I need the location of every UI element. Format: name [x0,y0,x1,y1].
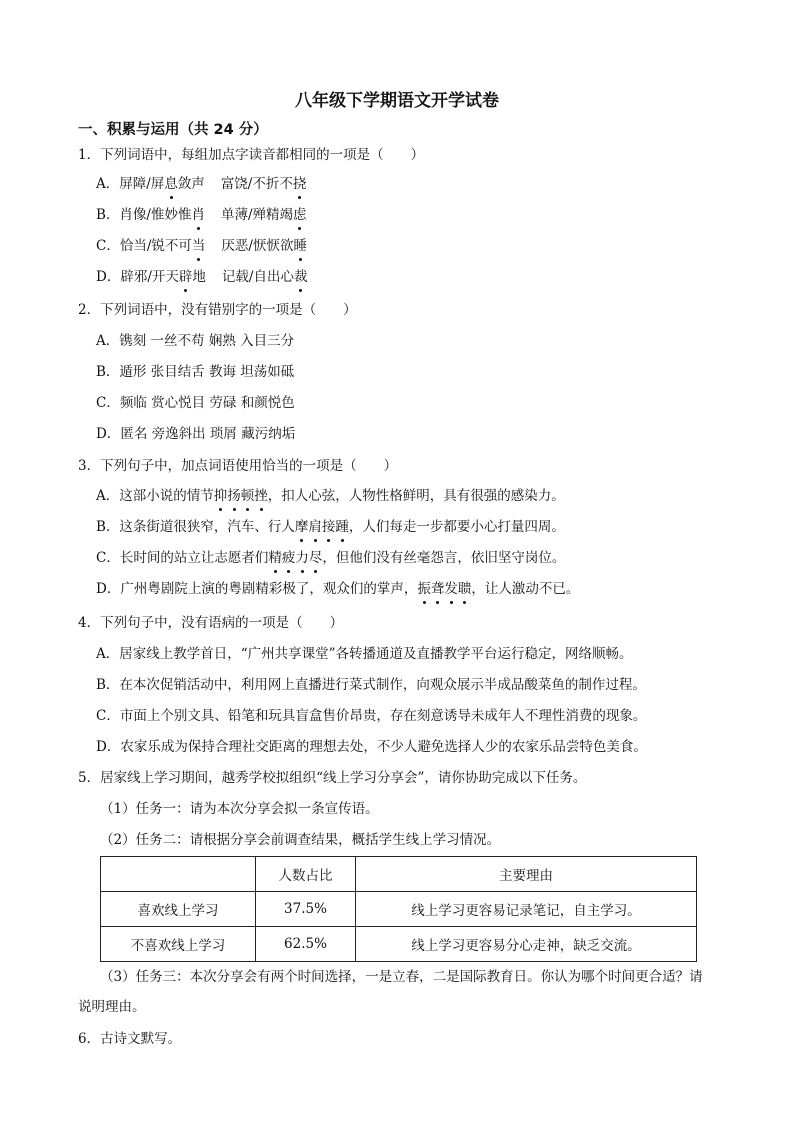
section-heading: 一、积累与运用（共 24 分） [78,122,268,138]
emphasis-char: 挫 [254,488,268,504]
emphasis-char: 顿 [240,488,255,504]
emphasis-char: 息 [164,176,178,192]
table-header-row [101,857,697,892]
table-header-cell [101,857,256,892]
emphasis-char: 肩 [308,519,322,535]
table-cell: 不喜欢线上学习 [101,927,256,962]
emphasis-char: 扬 [227,488,241,504]
table-cell: 62.5% [256,927,356,962]
question-2-stem: 2．下列词语中，没有错别字的一项是（ ） [78,302,357,318]
question-6-stem: 6．古诗文默写。 [78,1031,182,1047]
page-title: 八年级下学期语文开学试卷 [295,91,499,111]
emphasis-char: 辟 [178,269,193,285]
emphasis-char: 踵 [335,519,349,535]
emphasis-char: 聩 [457,581,472,597]
question-1-stem: 1．下列词语中，每组加点字读音都相同的一项是（ ） [78,147,425,163]
emphasis-char: 精 [268,550,282,566]
emphasis-char: 摩 [294,519,309,535]
question-1-option-c: C．恰当/锐不可当 厌恶/恹恹欲睡 [96,238,307,254]
emphasis-char: 振 [417,581,431,597]
question-4-option-b: B．在本次促销活动中，利用网上直播进行菜式制作，向观众展示半成品酸菜鱼的制作过程。 [96,677,646,693]
table-header-cell: 主要理由 [356,857,697,892]
question-3-option-c: C．长时间的站立让志愿者们精疲力尽，但他们没有丝毫怨言，依旧坚守岗位。 [96,550,566,566]
question-1-option-a: A．屏障/屏息敛声 富饶/不折不挠 [96,176,307,192]
question-2-option-a: A．镌刻 一丝不苟 娴熟 入目三分 [96,333,295,349]
emphasis-char: 肖 [191,207,205,223]
emphasis-word [295,519,349,535]
question-5-task-3: （3）任务三：本次分享会有两个时间选择，一是立春，二是国际教育日。你认为哪个时间更合适？请 [100,969,703,985]
question-3-option-b: B．这条街道很狭窄，汽车、行人摩肩接踵，人们每走一步都要小心打量四周。 [96,519,565,535]
question-5-stem: 5．居家线上学习期间，越秀学校拟组织“线上学习分享会”，请你协助完成以下任务。 [78,770,587,786]
question-2-option-b: B．遁形 张目结舌 教诲 坦荡如砥 [96,364,295,380]
question-1-option-d: D．辟邪/开天辟地 记载/自出心裁 [96,269,308,285]
emphasis-char: 疲 [281,550,296,566]
question-1-option-b: B．肖像/惟妙惟肖 单薄/殚精竭虑 [96,207,307,223]
table-cell: 37.5% [256,892,356,927]
question-3-option-a: A．这部小说的情节抑扬顿挫，扣人心弦，人物性格鲜明，具有很强的感染力。 [96,488,565,504]
question-3-option-d: D．广州粤剧院上演的粤剧精彩极了，观众们的掌声，振聋发聩，让人激动不已。 [96,581,580,597]
question-5-task-2: （2）任务二：请根据分享会前调查结果，概括学生线上学习情况。 [100,832,501,848]
emphasis-word [214,488,268,504]
survey-table [100,856,697,962]
emphasis-word [417,581,471,597]
question-2-option-c: C．频临 赏心悦目 劳碌 和颜悦色 [96,395,295,411]
emphasis-word [268,550,322,566]
emphasis-char: 接 [321,519,336,535]
emphasis-char: 当 [191,238,206,254]
emphasis-char: 抑 [213,488,228,504]
question-5-task-1: （1）任务一：请为本次分享会拟一条宣传语。 [100,801,379,817]
question-5-task-3-cont: 说明理由。 [78,999,146,1015]
table-cell: 线上学习更容易记录笔记，自主学习。 [356,892,697,927]
emphasis-char: 挠 [292,176,307,192]
question-3-stem: 3．下列句子中，加点词语使用恰当的一项是（ ） [78,458,398,474]
emphasis-char: 力 [295,550,309,566]
table-cell: 喜欢线上学习 [101,892,256,927]
emphasis-char: 聋 [430,581,445,597]
table-row [101,927,697,962]
emphasis-char: 睡 [293,238,307,254]
question-4-option-c: C．市面上个别文具、铅笔和玩具盲盒售价昂贵，存在刻意诱导未成年人不理性消费的现象。 [96,708,647,724]
question-4-stem: 4．下列句子中，没有语病的一项是（ ） [78,615,344,631]
table-row [101,892,697,927]
table-header-cell: 人数占比 [256,857,356,892]
emphasis-char: 发 [444,581,458,597]
table-cell: 线上学习更容易分心走神，缺乏交流。 [356,927,697,962]
emphasis-char: 虑 [293,207,307,223]
emphasis-char: 尽 [308,550,323,566]
question-2-option-d: D．匿名 旁逸斜出 琐屑 藏污纳垢 [96,426,296,442]
question-4-option-a: A．居家线上教学首日，“广州共享课堂”各转播通道及直播教学平台运行稳定，网络顺畅。 [96,646,633,662]
emphasis-char: 裁 [293,269,308,285]
question-4-option-d: D．农家乐成为保持合理社交距离的理想去处，不少人避免选择人少的农家乐品尝特色美食。 [96,739,647,755]
